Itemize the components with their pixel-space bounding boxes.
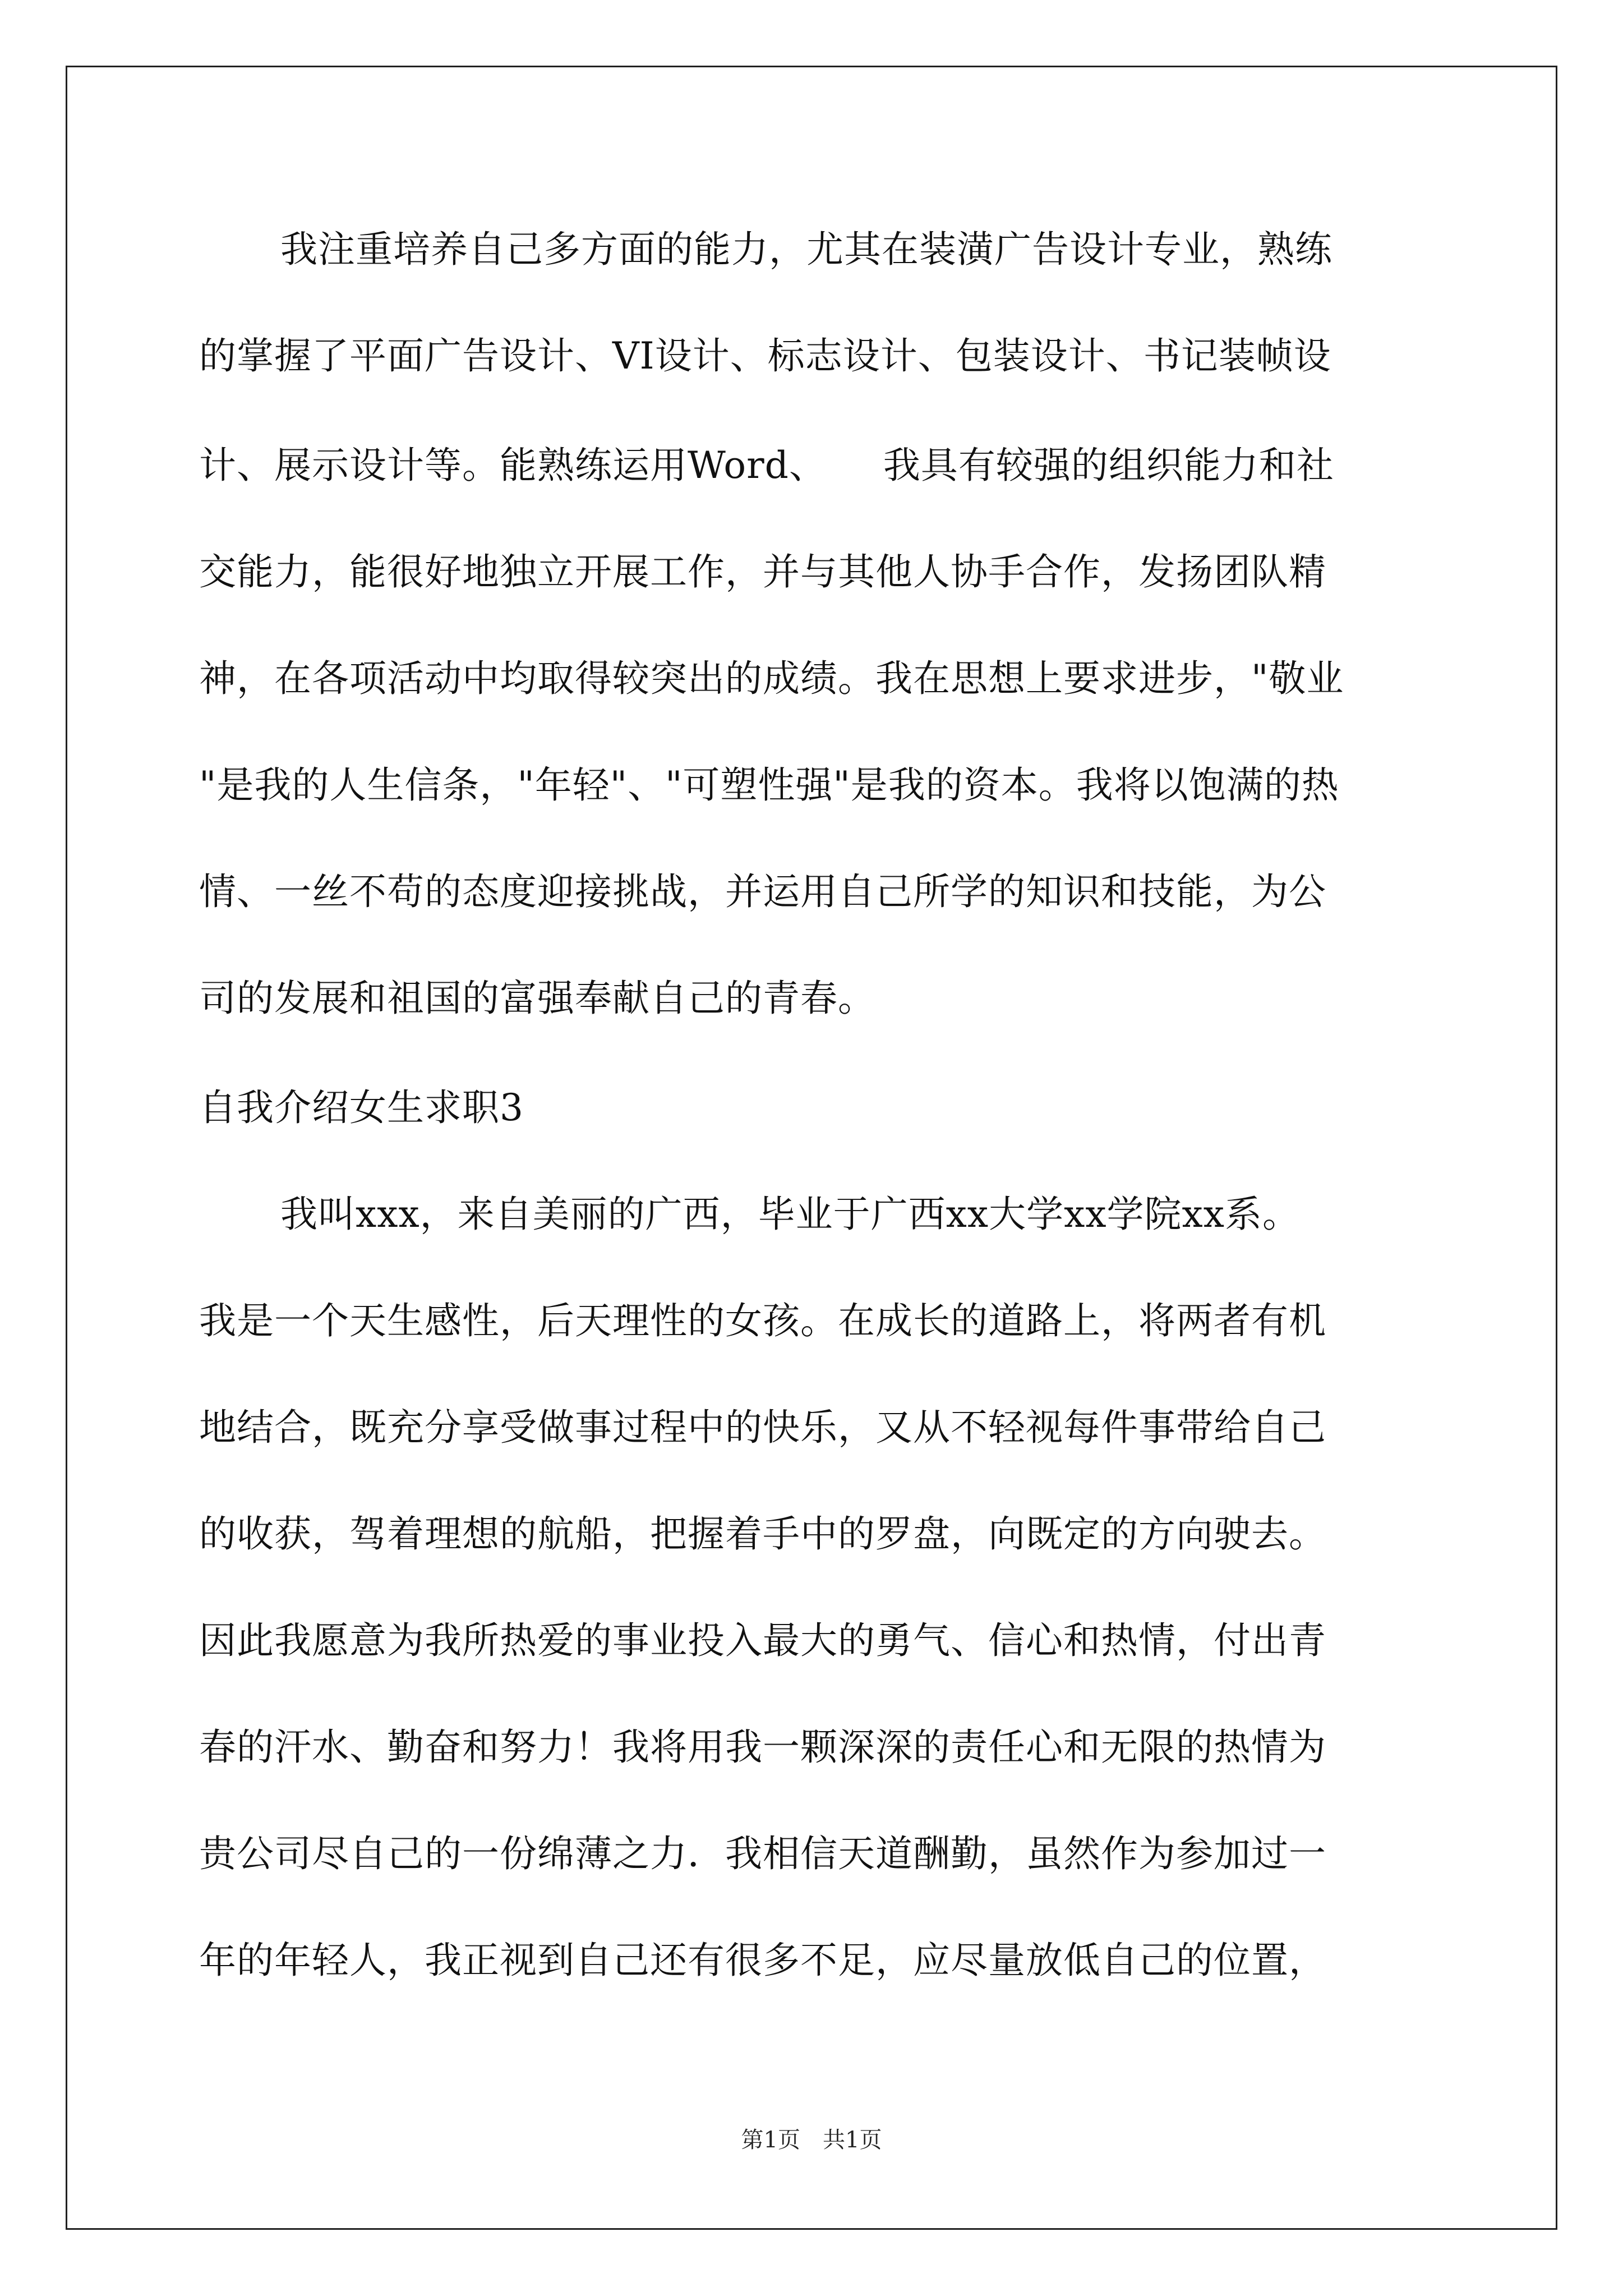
section-heading: 自我介绍女生求职3 <box>199 1086 524 1129</box>
body-text-line: "是我的人生信条，"年轻"、"可塑性强"是我的资本。我将以饱满的热 <box>199 763 1339 807</box>
body-text-line: 春的汗水、勤奋和努力！我将用我一颗深深的责任心和无限的热情为 <box>199 1726 1326 1769</box>
body-text-line: 司的发展和祖国的富强奉献自己的青春。 <box>199 977 875 1020</box>
body-text-line: 年的年轻人，我正视到自己还有很多不足，应尽量放低自己的位置， <box>199 1939 1326 1982</box>
body-text-line: 我注重培养自己多方面的能力，尤其在装潢广告设计专业，熟练 <box>280 228 1332 271</box>
body-text-line: 计、展示设计等。能熟练运用Word、 我具有较强的组织能力和社 <box>199 444 1334 487</box>
body-text-line: 情、一丝不苟的态度迎接挑战，并运用自己所学的知识和技能，为公 <box>199 870 1326 913</box>
body-text-line: 我叫xxx，来自美丽的广西，毕业于广西xx大学xx学院xx系。 <box>280 1193 1300 1236</box>
body-text-line: 我是一个天生感性，后天理性的女孩。在成长的道路上，将两者有机 <box>199 1299 1326 1342</box>
body-text-line: 地结合，既充分享受做事过程中的快乐，又从不轻视每件事带给自己 <box>199 1406 1326 1449</box>
body-text-line: 交能力，能很好地独立开展工作，并与其他人协手合作，发扬团队精 <box>199 550 1326 593</box>
body-text-line: 神，在各项活动中均取得较突出的成绩。我在思想上要求进步，"敬业 <box>199 657 1344 700</box>
page-footer: 第1页 共1页 <box>741 2127 882 2153</box>
page-border <box>66 66 1557 2230</box>
body-text-line: 的收获，驾着理想的航船，把握着手中的罗盘，向既定的方向驶去。 <box>199 1512 1326 1556</box>
body-text-line: 贵公司尽自己的一份绵薄之力．我相信天道酬勤，虽然作为参加过一 <box>199 1832 1326 1875</box>
body-text-line: 的掌握了平面广告设计、VI设计、标志设计、包装设计、书记装帧设 <box>199 334 1331 378</box>
body-text-line: 因此我愿意为我所热爱的事业投入最大的勇气、信心和热情，付出青 <box>199 1619 1326 1662</box>
